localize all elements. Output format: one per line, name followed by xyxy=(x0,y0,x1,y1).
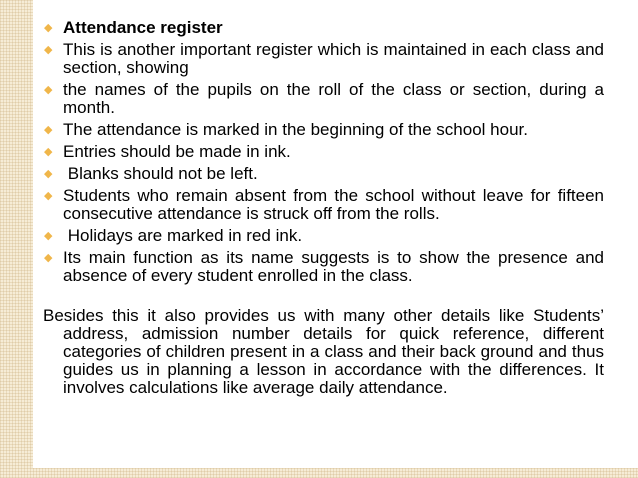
bottom-decorative-border xyxy=(0,468,638,478)
bullet-icon: ◆ xyxy=(44,190,53,202)
bullet-icon: ◆ xyxy=(44,84,53,96)
bullet-icon: ◆ xyxy=(44,146,53,158)
bullet-icon: ◆ xyxy=(44,124,53,136)
bullet-text: This is another important register which is maintained in each class and section, showing xyxy=(63,40,604,77)
bullet-icon: ◆ xyxy=(44,44,53,56)
bullet-text: Its main function as its name suggests is to show the presence and absence of every student enrolled in the class. xyxy=(63,248,604,285)
bullet-item xyxy=(44,187,604,223)
bullet-text: The attendance is marked in the beginning of the school hour. xyxy=(63,120,528,139)
bullet-text: Blanks should not be left. xyxy=(63,164,258,183)
bullet-icon: ◆ xyxy=(44,252,53,264)
bullet-item xyxy=(44,227,604,245)
bullet-icon: ◆ xyxy=(44,168,53,180)
bullet-item xyxy=(44,41,604,77)
bullet-list xyxy=(44,19,604,285)
bullet-item xyxy=(44,249,604,285)
bullet-heading: Attendance register xyxy=(63,18,223,37)
bullet-icon: ◆ xyxy=(44,230,53,242)
left-decorative-border xyxy=(0,0,33,478)
bullet-item xyxy=(44,143,604,161)
bullet-text: Holidays are marked in red ink. xyxy=(63,226,303,245)
bullet-text: Entries should be made in ink. xyxy=(63,142,291,161)
bullet-text: Students who remain absent from the school without leave for fifteen consecutive attendance is struck off from the rolls. xyxy=(63,186,604,223)
slide-content xyxy=(44,19,604,414)
bullet-item xyxy=(44,19,604,37)
bullet-icon: ◆ xyxy=(44,22,53,34)
bullet-item xyxy=(44,165,604,183)
bullet-item xyxy=(44,81,604,117)
bullet-item xyxy=(44,121,604,139)
bullet-text: the names of the pupils on the roll of the class or section, during a month. xyxy=(63,80,604,117)
summary-paragraph: Besides this it also provides us with many other details like Students’ address, admission number details for quick reference, different categories of children present in a class and their back ground and thus guides us in planning a lesson in accordance with the differences. It involves calculations like average daily attendance. xyxy=(43,306,604,397)
